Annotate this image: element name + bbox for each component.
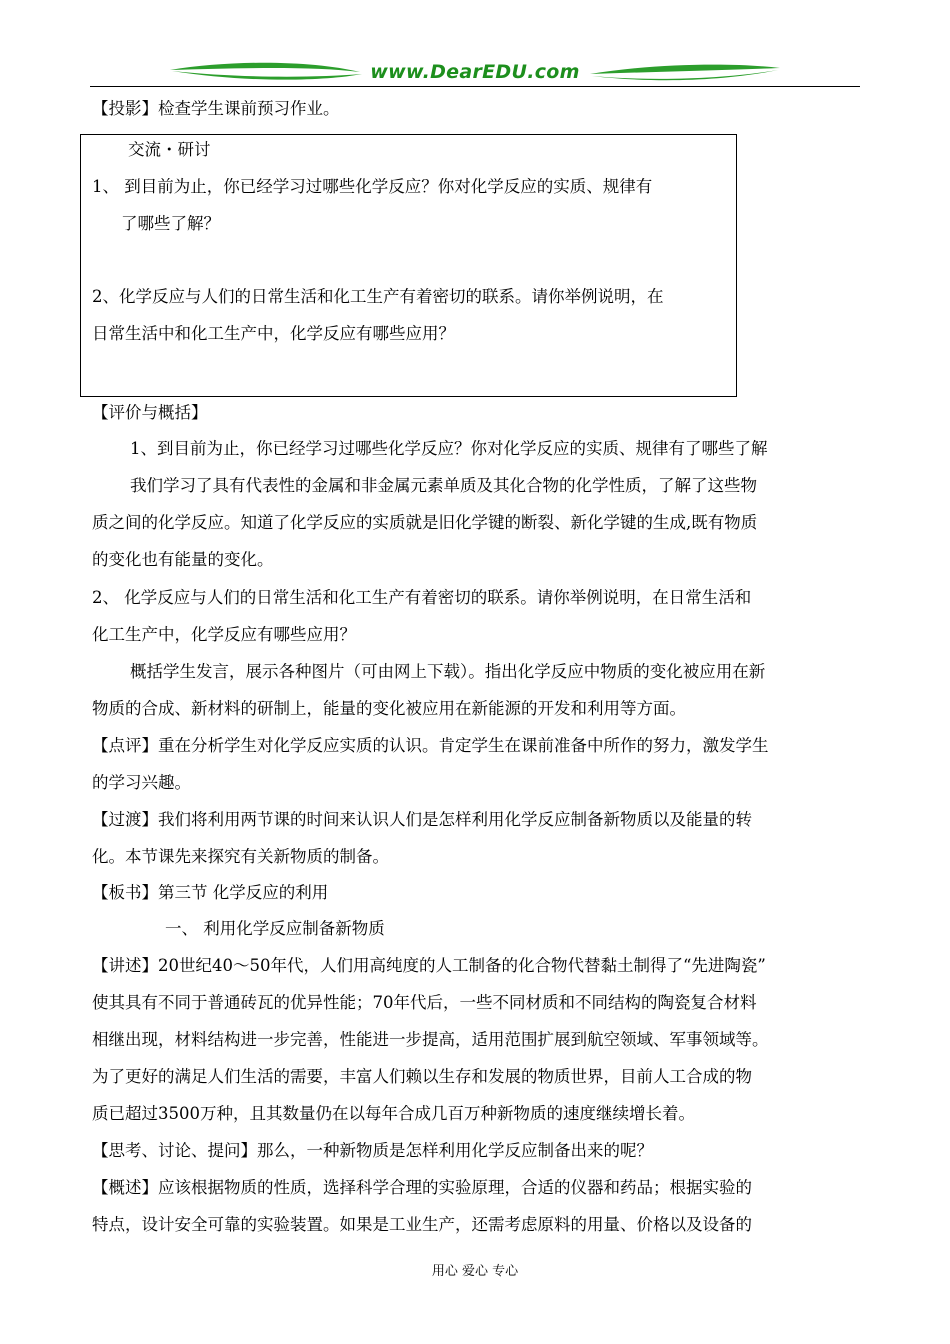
header-rule [90, 86, 860, 87]
paragraph-line: 物质的合成、新材料的研制上，能量的变化被应用在新能源的开发和利用等方面。 [92, 699, 686, 718]
paragraph-line: 1、到目前为止，你已经学习过哪些化学反应？你对化学反应的实质、规律有了哪些了解 [130, 439, 768, 458]
section-board: 【板书】第三节 化学反应的利用 [92, 883, 329, 902]
box-heading: 交流・研讨 [128, 140, 211, 159]
paragraph-line: 质已超过3500万种，且其数量仍在以每年合成几百万种新物质的速度继续增长着。 [92, 1104, 695, 1123]
box-question-2: 2、化学反应与人们的日常生活和化工生产有着密切的联系。请你举例说明，在 [92, 287, 664, 306]
box-question-2-cont: 日常生活中和化工生产中，化学反应有哪些应用？ [92, 324, 455, 343]
paragraph-line: 我们学习了具有代表性的金属和非金属元素单质及其化合物的化学性质，了解了这些物 [130, 476, 757, 495]
paragraph-line: 为了更好的满足人们生活的需要，丰富人们赖以生存和发展的物质世界，目前人工合成的物 [92, 1067, 752, 1086]
paragraph-line: 的变化也有能量的变化。 [92, 550, 274, 569]
paragraph-line: 化。本节课先来探究有关新物质的制备。 [92, 847, 389, 866]
section-overview: 【概述】应该根据物质的性质，选择科学合理的实验原理，合适的仪器和药品；根据实验的 [92, 1178, 752, 1197]
section-evaluation: 【评价与概括】 [92, 403, 208, 422]
site-logo: www.DearEDU.com [370, 61, 580, 83]
section-lecture: 【讲述】20世纪40～50年代，人们用高纯度的人工制备的化合物代替黏土制得了“先进陶瓷” [92, 956, 766, 975]
paragraph-line: 相继出现，材料结构进一步完善，性能进一步提高，适用范围扩展到航空领域、军事领域等。 [92, 1030, 769, 1049]
subsection-heading: 一、 利用化学反应制备新物质 [165, 919, 385, 938]
paragraph-line: 概括学生发言，展示各种图片（可由网上下载）。指出化学反应中物质的变化被应用在新 [130, 662, 766, 681]
paragraph-line: 的学习兴趣。 [92, 773, 191, 792]
box-question-1-cont: 了哪些了解？ [121, 214, 220, 233]
paragraph-line: 2、 化学反应与人们的日常生活和化工生产有着密切的联系。请你举例说明，在日常生活和 [92, 588, 752, 607]
paragraph-line: 质之间的化学反应。知道了化学反应的实质就是旧化学键的断裂、新化学键的生成,既有物质 [92, 513, 758, 532]
section-transition: 【过渡】我们将利用两节课的时间来认识人们是怎样利用化学反应制备新物质以及能量的转 [92, 810, 752, 829]
page-header [90, 56, 860, 90]
paragraph-line: 化工生产中，化学反应有哪些应用？ [92, 625, 356, 644]
discussion-box [80, 134, 737, 397]
box-question-1: 1、 到目前为止，你已经学习过哪些化学反应？你对化学反应的实质、规律有 [92, 177, 653, 196]
paragraph-line: 使其具有不同于普通砖瓦的优异性能；70年代后，一些不同材质和不同结构的陶瓷复合材料 [92, 993, 757, 1012]
section-think: 【思考、讨论、提问】那么，一种新物质是怎样利用化学反应制备出来的呢？ [92, 1141, 653, 1160]
paragraph-line: 特点，设计安全可靠的实验装置。如果是工业生产，还需考虑原料的用量、价格以及设备的 [92, 1215, 752, 1234]
page-footer: 用心 爱心 专心 [431, 1264, 519, 1279]
section-comment: 【点评】重在分析学生对化学反应实质的认识。肯定学生在课前准备中所作的努力，激发学生 [92, 736, 769, 755]
projection-line: 【投影】检查学生课前预习作业。 [92, 99, 340, 118]
